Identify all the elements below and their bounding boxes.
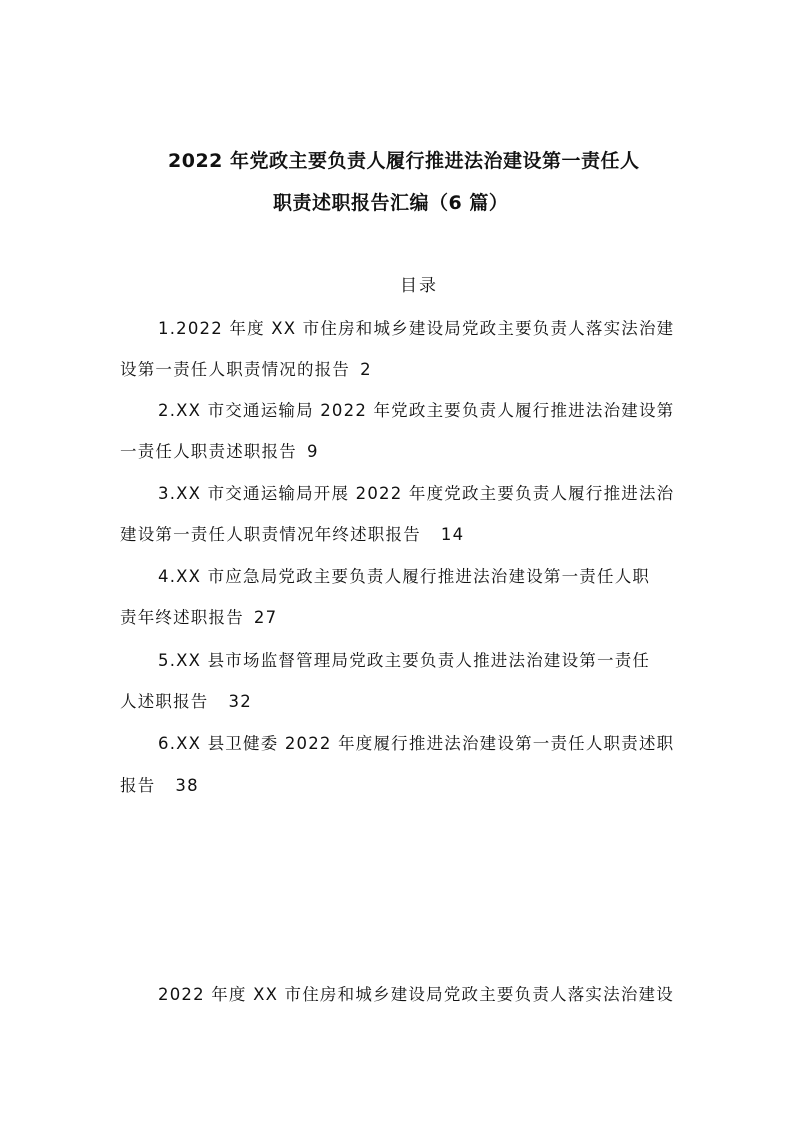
toc-entry-5-page: 32: [228, 692, 252, 711]
toc-entry-1-line-2: [120, 356, 372, 380]
toc-entry-4-page: 27: [253, 608, 278, 627]
toc-entry-2-line-1: 2.XX 市交通运输局 2022 年党政主要负责人履行推进法治建设第: [158, 401, 675, 420]
toc-entry-6-page: 38: [175, 776, 199, 795]
toc-entry-5-line-2: [120, 688, 252, 712]
body-first-line: 2022 年度 XX 市住房和城乡建设局党政主要负责人落实法治建设: [158, 985, 674, 1004]
toc-entry-1-line-1: 1.2022 年度 XX 市住房和城乡建设局党政主要负责人落实法治建: [158, 319, 675, 338]
document-title-line-2: 职责述职报告汇编（6 篇）: [273, 192, 509, 214]
toc-entry-4-line-1: 4.XX 市应急局党政主要负责人履行推进法治建设第一责任人职: [158, 567, 651, 586]
toc-entry-1-text: 设第一责任人职责情况的报告: [120, 360, 351, 379]
toc-entry-4-text: 责年终述职报告: [120, 608, 244, 627]
toc-entry-4-line-2: [120, 604, 277, 628]
document-title-line-1: 2022 年党政主要负责人履行推进法治建设第一责任人: [168, 150, 640, 172]
toc-entry-3-page: 14: [440, 525, 465, 544]
toc-entry-2-line-2: [120, 438, 319, 462]
toc-entry-6-line-2: [120, 772, 199, 796]
toc-entry-2-page: 9: [307, 442, 319, 461]
toc-entry-6-text: 报告: [120, 776, 156, 795]
toc-entry-3-text: 建设第一责任人职责情况年终述职报告: [120, 525, 421, 544]
toc-entry-2-text: 一责任人职责述职报告: [120, 442, 297, 461]
toc-entry-6-line-1: 6.XX 县卫健委 2022 年度履行推进法治建设第一责任人职责述职: [158, 734, 675, 753]
toc-entry-5-text: 人述职报告: [120, 692, 209, 711]
toc-heading: 目录: [400, 276, 438, 296]
toc-entry-5-line-1: 5.XX 县市场监督管理局党政主要负责人推进法治建设第一责任: [158, 651, 651, 670]
toc-entry-3-line-2: [120, 521, 464, 545]
toc-entry-1-page: 2: [360, 360, 372, 379]
toc-entry-3-line-1: 3.XX 市交通运输局开展 2022 年度党政主要负责人履行推进法治: [158, 484, 675, 503]
